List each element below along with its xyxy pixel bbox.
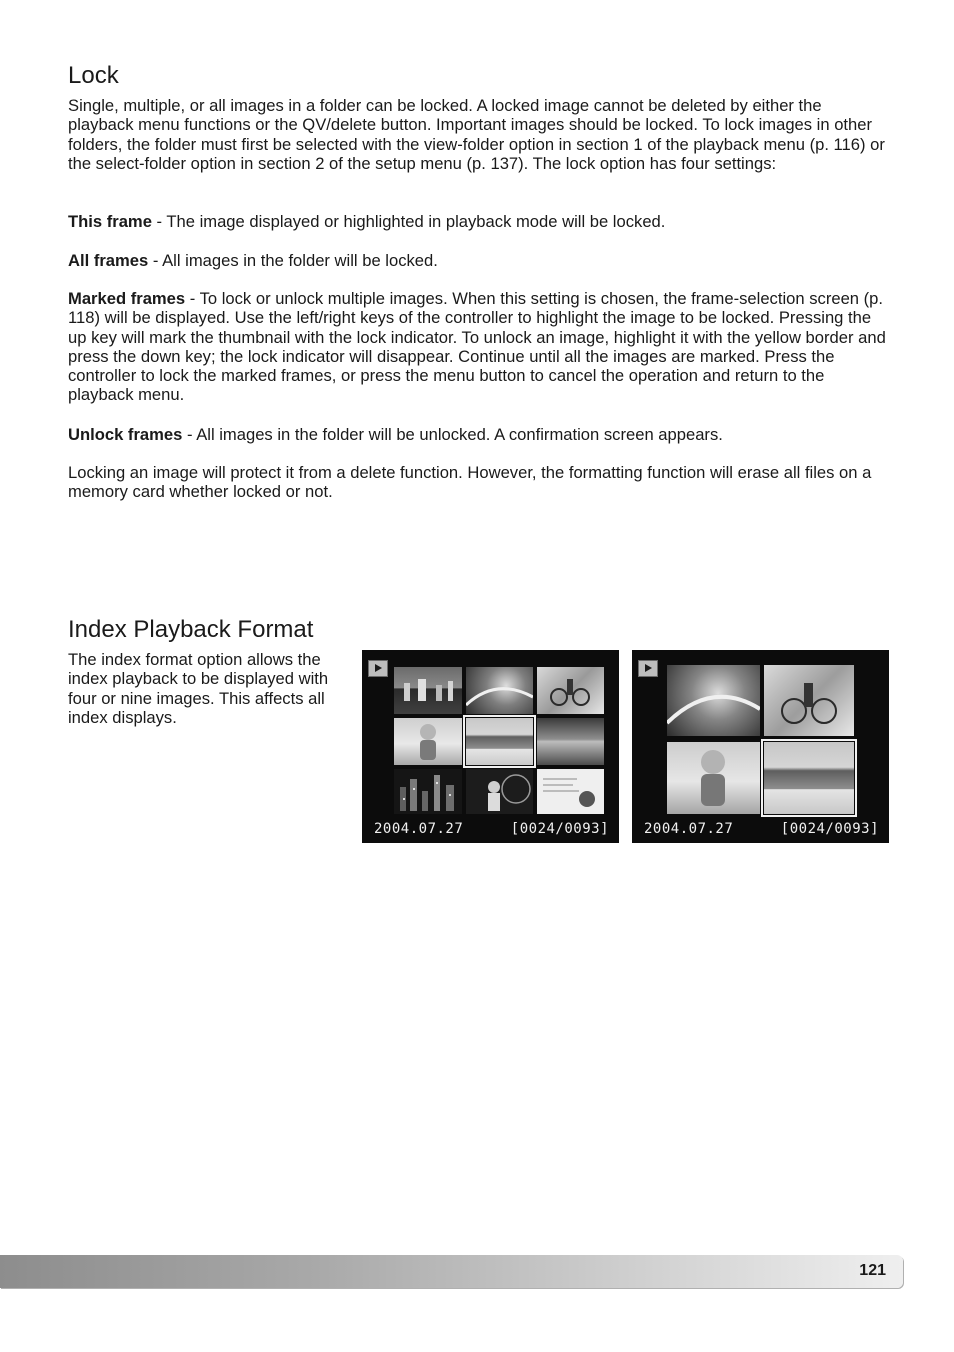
thumbnail-coast-large: [764, 742, 854, 814]
thumbnail-sea: [537, 718, 604, 765]
index-screen-nine: [362, 650, 619, 843]
date-readout: 2004.07.27: [644, 821, 734, 837]
thumbnail-coast: [466, 718, 533, 765]
setting-unlock-frames: [68, 425, 888, 444]
setting-desc: - The image displayed or highlighted in playback mode will be locked.: [151, 212, 666, 231]
setting-desc: - All images in the folder will be locked.: [148, 251, 438, 270]
frame-counter: [0024/0093]: [510, 821, 609, 837]
setting-desc: - To lock or unlock multiple images. When this setting is chosen, the frame-selection screen (p. 118) will be displayed. Use the left/right keys of the controller to highlight the image to be locked. Pressing the up key will mark the thumbnail with the lock indicator. To unlock an image, highlight it with the yellow border and press the down key; the lock indicator will disappear. Continue until all the images are marked. Press the controller to lock the marked frames, or press the menu button to cancel the operation and return to the playback menu.: [68, 289, 886, 405]
thumbnail-city: [394, 667, 462, 714]
lock-intro: Single, multiple, or all images in a folder can be locked. A locked image cannot be deleted by either the playback menu functions or the QV/delete button. Important images should be locked. To lock images in other folders, the folder must first be selected with the view-folder option in section 1 of the playback menu (p. 116) or the select-folder option in section 2 of the setup menu (p. 137). The lock option has four settings:: [68, 96, 885, 173]
thumbnail-ferris-wheel: [466, 769, 533, 814]
playback-icon: [368, 660, 388, 677]
status-bar: [362, 815, 619, 843]
index-playback-body: The index format option allows the index playback to be displayed with four or nine images. This affects all index displays.: [68, 650, 329, 727]
status-bar: [632, 815, 889, 843]
thumbnail-girl: [394, 718, 462, 765]
index-playback-heading: Index Playback Format: [68, 616, 314, 643]
thumbnail-notes: [537, 769, 604, 814]
frame-counter: [0024/0093]: [780, 821, 879, 837]
setting-term: Unlock frames: [68, 425, 183, 444]
setting-this-frame: [68, 212, 888, 231]
setting-term: Marked frames: [68, 289, 186, 308]
setting-term: This frame: [68, 212, 152, 231]
setting-term: All frames: [68, 251, 149, 270]
lock-heading: Lock: [68, 62, 119, 89]
thumbnail-bridge: [466, 667, 533, 714]
date-readout: 2004.07.27: [374, 821, 464, 837]
setting-desc: - All images in the folder will be unlocked. A confirmation screen appears.: [182, 425, 723, 444]
thumbnail-girl-large: [667, 742, 760, 814]
thumbnail-bike-large: [764, 665, 854, 736]
page-number: 121: [859, 1262, 886, 1279]
setting-all-frames: [68, 251, 888, 270]
thumbnail-bridge-large: [667, 665, 760, 736]
footer-bar: [0, 1255, 903, 1288]
thumbnail-bike: [537, 667, 604, 714]
playback-icon: [638, 660, 658, 677]
index-screen-four: [632, 650, 889, 843]
thumbnail-night-city: [394, 769, 462, 814]
lock-note: Locking an image will protect it from a delete function. However, the formatting function will erase all files on a memory card whether locked or not.: [68, 463, 872, 502]
setting-marked-frames: [68, 289, 888, 405]
